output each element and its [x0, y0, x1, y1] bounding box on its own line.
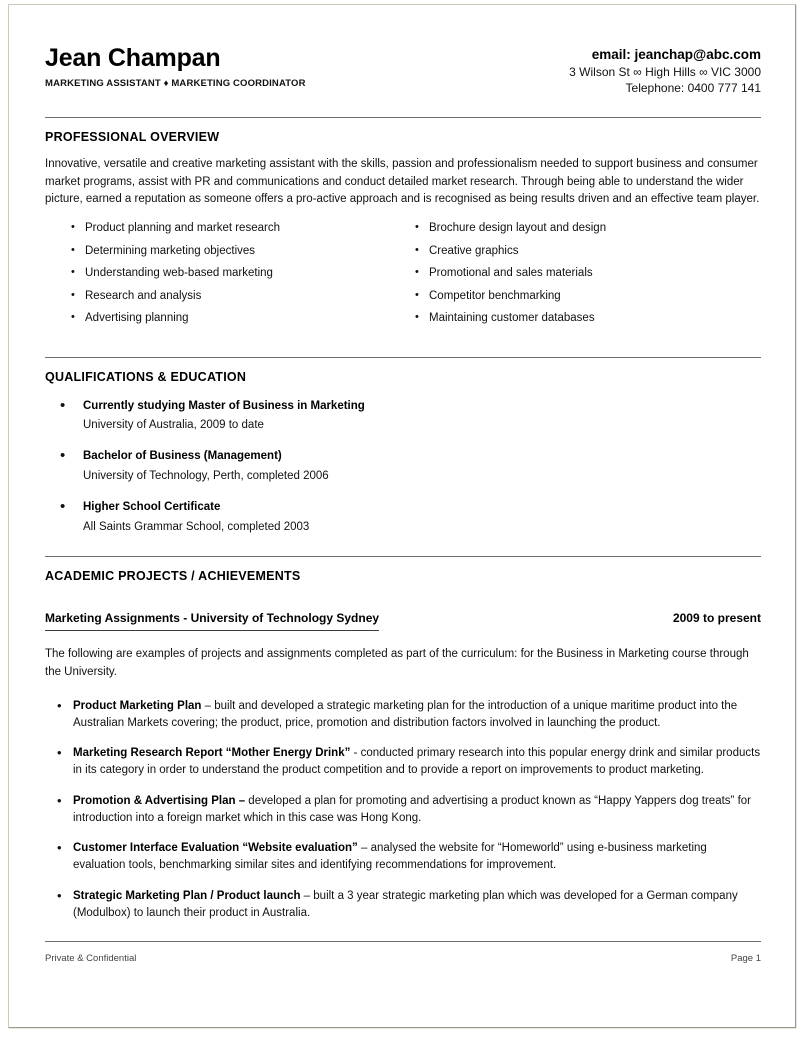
professional-overview-paragraph: Innovative, versatile and creative marketing assistant with the skills, passion and professionalism needed to support business and consumer market programs, assist with PR and communications and conduct detailed market research. Through being able to understand the wider picture, earned a reputation as someone offers a pro-active approach and is recognised as being results driven and an effective team player. [45, 158, 760, 206]
list-item: • Creative graphics [415, 246, 761, 258]
list-item: • Product planning and market research [71, 223, 403, 235]
project-title: Strategic Marketing Plan / Product launch [73, 889, 301, 902]
project-description: – built and developed a strategic marketing plan for the introduction of a unique maritime product into the Australian Markets covering; the product, price, promotion and distribution factors involved in launching the product. [73, 699, 738, 729]
page-footer [45, 953, 761, 964]
footer-page-number: Page 1 [730, 953, 761, 964]
academic-subheading-title: Marketing Assignments - University of Technology Sydney [45, 611, 379, 631]
footer-confidentiality: Private & Confidential [45, 953, 137, 964]
list-item: • Research and analysis [71, 291, 403, 303]
section-heading-professional-overview: PROFESSIONAL OVERVIEW [45, 130, 220, 145]
candidate-name: Jean Champan [45, 44, 221, 72]
academic-subheading-date: 2009 to present [672, 611, 761, 626]
candidate-job-titles: MARKETING ASSISTANT ♦ MARKETING COORDINATOR [45, 77, 306, 89]
resume-page [8, 4, 796, 1028]
section-heading-qualifications: QUALIFICATIONS & EDUCATION [45, 369, 247, 384]
list-item: • Understanding web-based marketing [71, 268, 403, 280]
academic-projects-intro: The following are examples of projects and assignments completed as part of the curriculum: for the Business in Marketing course through the University. [45, 648, 749, 678]
education-school: University of Technology, Perth, completed 2006 [83, 469, 329, 482]
academic-subheading-row [45, 611, 761, 631]
divider-footer [45, 941, 761, 942]
list-item [45, 793, 761, 828]
project-description: developed a plan for promoting and advertising a product known as “Happy Yappers dog treats” for introduction into a foreign market which in this case was Hong Kong. [73, 794, 751, 824]
education-school: University of Australia, 2009 to date [83, 419, 264, 432]
project-title: Customer Interface Evaluation “Website evaluation” [73, 842, 358, 854]
skills-columns [45, 223, 761, 336]
education-degree: • Higher School Certificate [83, 500, 221, 513]
list-item: • Advertising planning [71, 313, 403, 325]
list-item [45, 501, 761, 535]
list-item [45, 888, 761, 923]
list-item [45, 840, 761, 875]
project-description: – built a 3 year strategic marketing plan which was developed for a German company (Modulbox) to launch their product in Australia. [73, 889, 738, 919]
projects-list [45, 698, 761, 923]
list-item: • Brochure design layout and design [415, 223, 761, 235]
divider-academic-projects [45, 556, 761, 557]
education-degree: • Bachelor of Business (Management) [83, 450, 282, 463]
resume-content [45, 43, 761, 964]
education-list [45, 400, 761, 535]
project-description: – analysed the website for “Homeworld” using e-business marketing evaluation tools, benchmarking similar sites and identifying recommendations for improvement. [73, 842, 707, 872]
project-description: - conducted primary research into this popular energy drink and similar products in its category in order to understand the product competition and to provide a report on improvements to product marketing. [73, 747, 761, 777]
project-title: Promotion & Advertising Plan – [73, 794, 246, 807]
header-contact [569, 43, 761, 96]
list-item [45, 745, 761, 780]
skills-column-left [45, 223, 403, 336]
divider-professional-overview [45, 117, 761, 118]
list-item: • Promotional and sales materials [415, 268, 761, 280]
section-heading-academic-projects: ACADEMIC PROJECTS / ACHIEVEMENTS [45, 569, 301, 584]
education-school: All Saints Grammar School, completed 2003 [83, 520, 310, 533]
contact-telephone: Telephone: 0400 777 141 [625, 81, 761, 96]
header-identity [45, 43, 306, 89]
list-item: • Maintaining customer databases [415, 313, 761, 325]
skills-column-right [403, 223, 761, 336]
divider-qualifications [45, 357, 761, 358]
contact-email: email: jeanchap@abc.com [591, 47, 761, 62]
education-degree: • Currently studying Master of Business in Marketing [83, 399, 365, 412]
list-item: • Determining marketing objectives [71, 246, 403, 258]
list-item [45, 400, 761, 434]
project-title: Product Marketing Plan [73, 699, 202, 712]
list-item [45, 450, 761, 484]
project-title: Marketing Research Report “Mother Energy Drink” [73, 747, 351, 759]
list-item: • Competitor benchmarking [415, 291, 761, 303]
contact-address: 3 Wilson St ∞ High Hills ∞ VIC 3000 [569, 64, 761, 79]
list-item [45, 698, 761, 733]
resume-header [45, 43, 761, 96]
